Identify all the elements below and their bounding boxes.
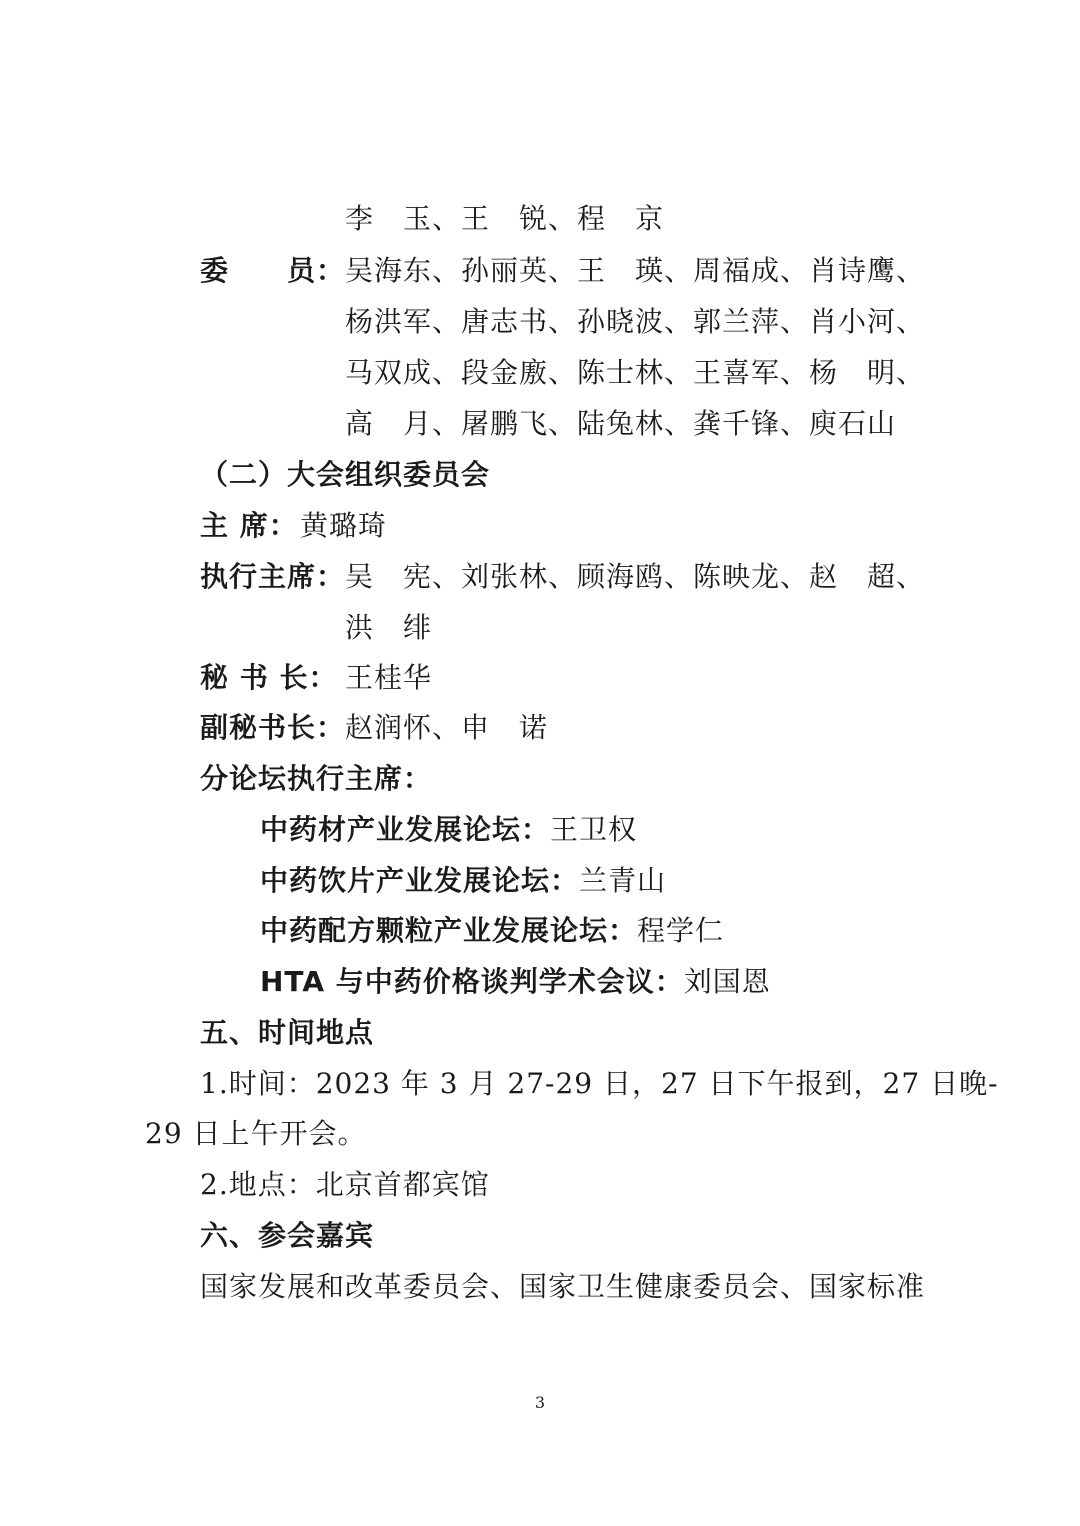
subforum-item <box>260 962 771 1002</box>
section5-title: 五、时间地点 <box>200 1016 375 1049</box>
members-label: 委 员： <box>200 254 346 287</box>
time-line-2: 29 日上午开会。 <box>145 1117 367 1150</box>
subforum-name: 中药配方颗粒产业发展论坛： <box>260 914 638 947</box>
organizing-committee-title: （二）大会组织委员会 <box>200 458 491 491</box>
subforum-chair: 程学仁 <box>637 914 725 947</box>
chair-value: 黄璐琦 <box>300 509 388 542</box>
guests-line-1: 国家发展和改革委员会、国家卫生健康委员会、国家标准 <box>200 1270 926 1303</box>
subforum-name: 中药饮片产业发展论坛： <box>260 864 580 897</box>
subforum-label: 分论坛执行主席： <box>200 762 433 795</box>
subforum-item <box>260 861 666 901</box>
deputy-secretary-label: 副秘书长： <box>200 711 346 744</box>
subforum-name: HTA 与中药价格谈判学术会议： <box>260 965 684 998</box>
exec-chair-line-1: 吴 宪、刘张林、顾海鸥、陈映龙、赵 超、 <box>345 560 926 593</box>
section6-title: 六、参会嘉宾 <box>200 1219 375 1252</box>
subforum-chair: 刘国恩 <box>683 965 771 998</box>
page-number: 3 <box>534 1393 546 1412</box>
time-line-1: 1.时间：2023 年 3 月 27-29 日，27 日下午报到，27 日晚- <box>200 1067 999 1100</box>
subforum-item <box>260 810 637 850</box>
subforum-chair: 兰青山 <box>579 864 667 897</box>
chair-label: 主 席： <box>200 509 298 542</box>
deputy-secretary-value: 赵润怀、申 诺 <box>345 711 549 744</box>
subforum-item <box>260 911 724 951</box>
subforum-chair: 王卫权 <box>550 813 638 846</box>
members-line-4: 高 月、屠鹏飞、陆兔林、龚千锋、庾石山 <box>345 407 897 440</box>
secretary-general-value: 王桂华 <box>345 661 433 694</box>
vice-chairs-continued: 李 玉、王 锐、程 京 <box>345 202 665 235</box>
exec-chair-line-2: 洪 绯 <box>345 611 433 644</box>
members-line-1: 吴海东、孙丽英、王 瑛、周福成、肖诗鹰、 <box>345 254 926 287</box>
subforum-name: 中药材产业发展论坛： <box>260 813 551 846</box>
members-line-2: 杨洪军、唐志书、孙晓波、郭兰萍、肖小河、 <box>345 305 926 338</box>
place-line: 2.地点：北京首都宾馆 <box>200 1168 490 1201</box>
exec-chair-label: 执行主席： <box>200 560 346 593</box>
secretary-general-label: 秘 书 长： <box>200 661 338 694</box>
members-line-3: 马双成、段金廒、陈士林、王喜军、杨 明、 <box>345 356 926 389</box>
